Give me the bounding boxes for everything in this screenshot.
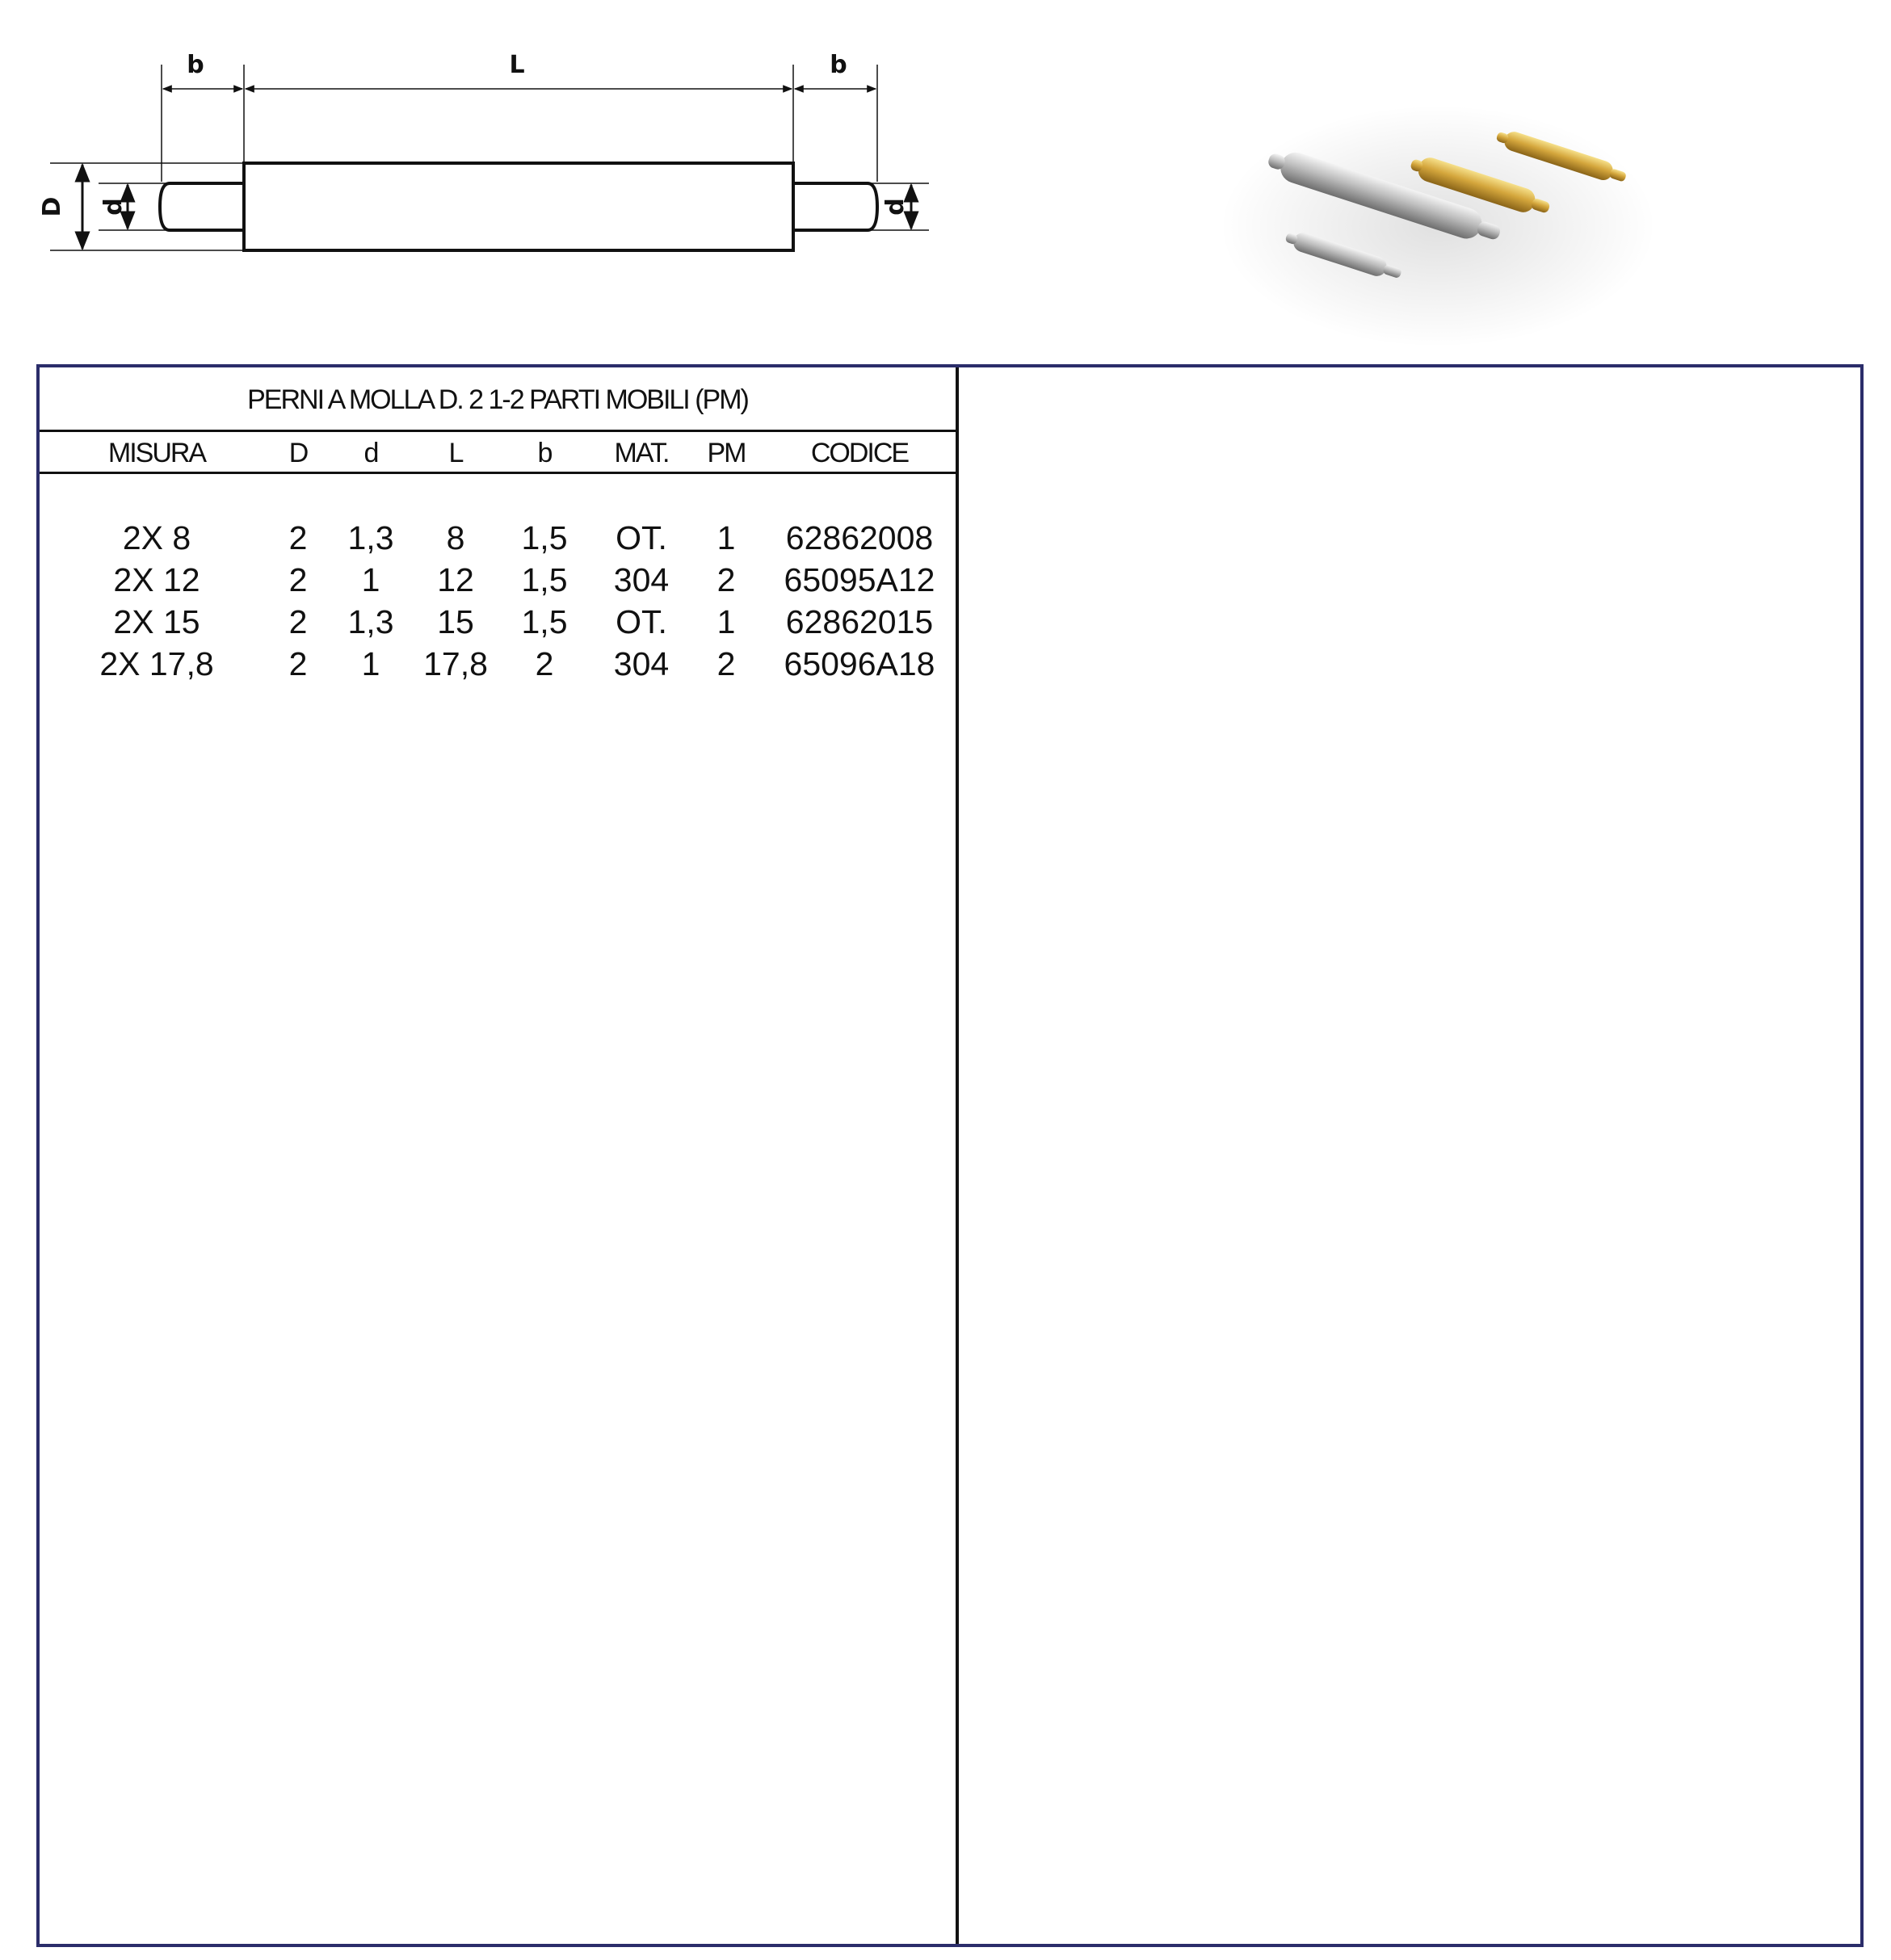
cell-misura: 2X 12	[113, 561, 200, 598]
cell-codice: 65095A12	[784, 561, 935, 598]
cell-D: 2	[288, 645, 308, 682]
cell-L: 17,8	[423, 645, 488, 682]
table-title: PERNI A MOLLA D. 2 1-2 PARTI MOBILI (PM)	[40, 367, 956, 432]
cell-b: 1,5	[521, 561, 568, 598]
cell-d: 1	[361, 645, 380, 682]
header-codice: CODICE	[810, 438, 909, 468]
table-header-row	[40, 432, 956, 474]
cell-L: 12	[437, 561, 474, 598]
dim-d-left-label: d	[99, 198, 128, 216]
header-mat: MAT.	[614, 438, 669, 468]
dim-D-label: D	[38, 196, 66, 217]
cell-misura: 2X 15	[113, 603, 200, 640]
cell-codice: 65096A18	[784, 645, 935, 682]
cell-mat: OT.	[616, 519, 667, 556]
cell-d: 1,3	[347, 603, 394, 640]
cell-pm: 1	[716, 603, 736, 640]
cell-misura: 2X 17,8	[99, 645, 214, 682]
dim-d-right-label: d	[881, 198, 910, 216]
cell-mat: OT.	[616, 603, 667, 640]
cell-pm: 2	[716, 645, 736, 682]
header-d: d	[363, 438, 378, 468]
catalog-frame	[36, 364, 1864, 1947]
cell-D: 2	[288, 519, 308, 556]
cell-L: 8	[446, 519, 465, 556]
header-misura: MISURA	[107, 438, 206, 468]
dim-L-label: L	[509, 51, 525, 79]
spec-table	[40, 367, 959, 1944]
cell-L: 15	[437, 603, 474, 640]
cell-d: 1	[361, 561, 380, 598]
cell-mat: 304	[613, 645, 670, 682]
cell-d: 1,3	[347, 519, 394, 556]
header-L: L	[448, 438, 463, 468]
dim-b-right-label: b	[830, 51, 847, 79]
cell-codice: 62862008	[785, 519, 934, 556]
dim-b-left-label: b	[187, 51, 204, 79]
header-pm: PM	[707, 438, 746, 468]
cell-b: 1,5	[521, 519, 568, 556]
cell-D: 2	[288, 561, 308, 598]
technical-drawing	[32, 32, 953, 275]
cell-mat: 304	[613, 561, 670, 598]
cell-b: 1,5	[521, 603, 568, 640]
cell-codice: 62862015	[785, 603, 934, 640]
header-b: b	[537, 438, 552, 468]
cell-misura: 2X 8	[122, 519, 191, 556]
cell-b: 2	[535, 645, 554, 682]
product-photo	[1212, 81, 1664, 371]
header-D: D	[288, 438, 308, 468]
cell-D: 2	[288, 603, 308, 640]
cell-pm: 1	[716, 519, 736, 556]
cell-pm: 2	[716, 561, 736, 598]
